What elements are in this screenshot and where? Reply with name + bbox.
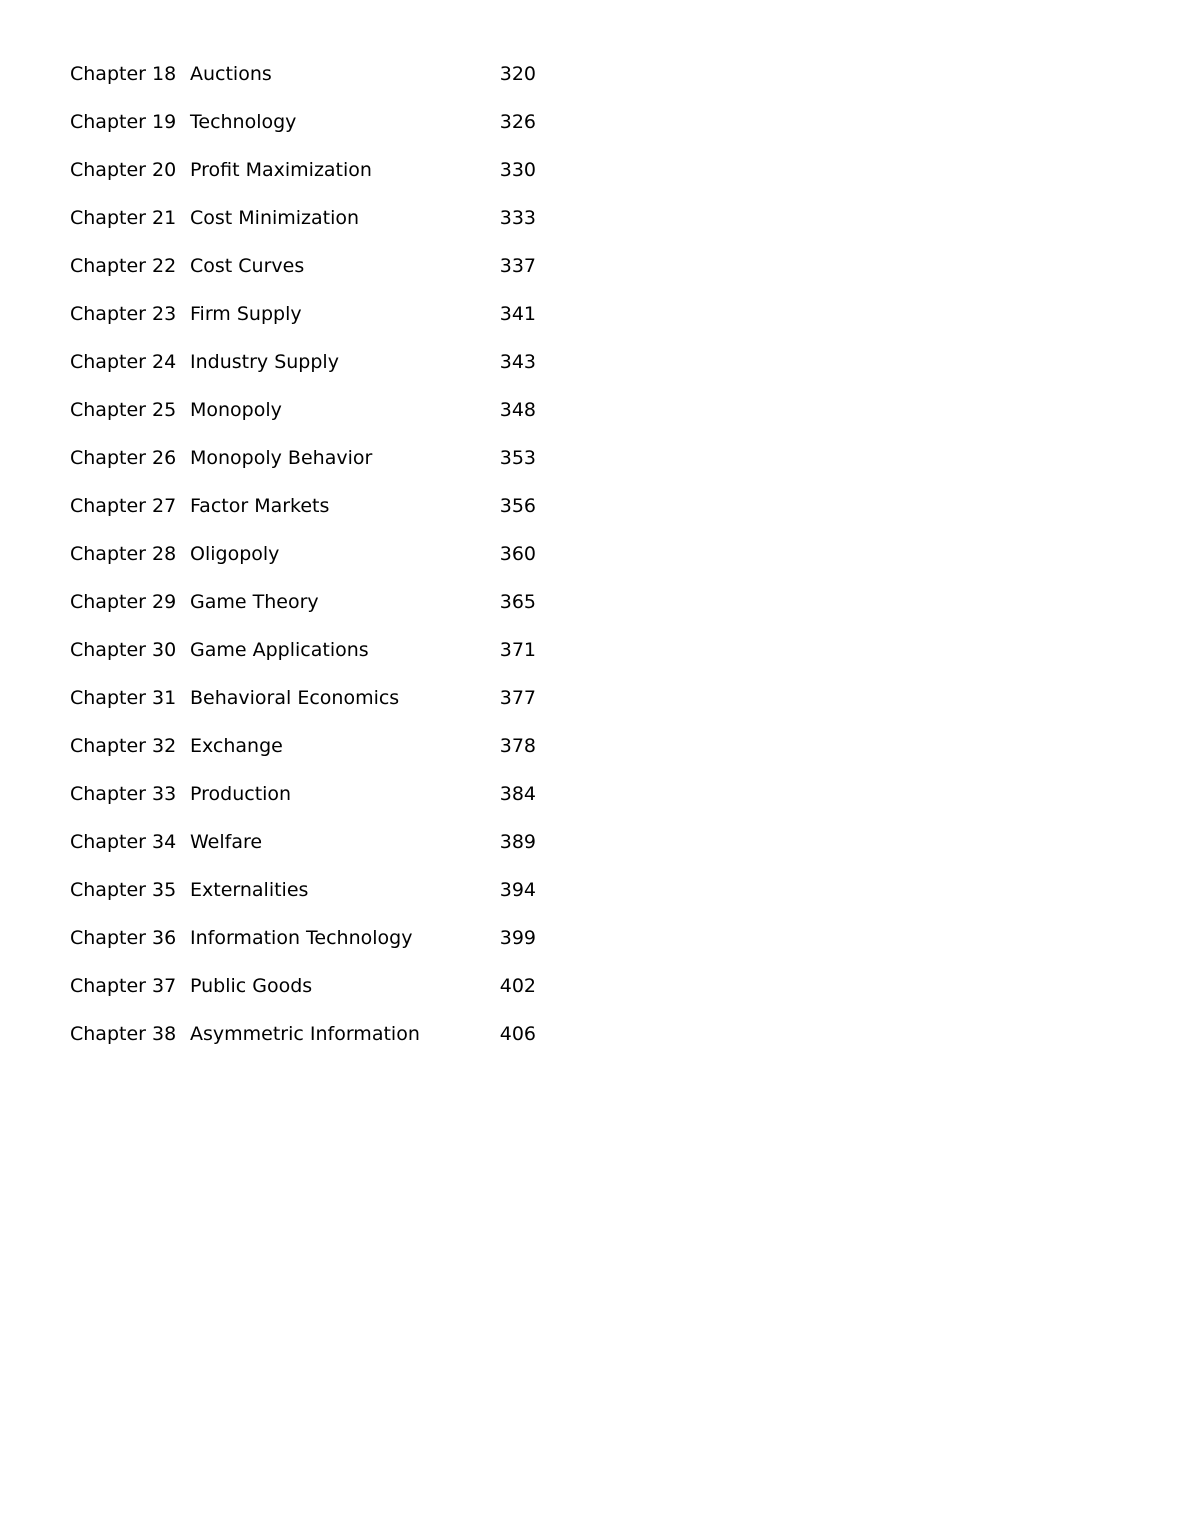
toc-chapter-number: Chapter 33 xyxy=(70,783,177,805)
toc-page-number: 406 xyxy=(499,1023,536,1045)
toc-chapter-title: Production xyxy=(190,783,292,805)
toc-chapter-number: Chapter 21 xyxy=(70,207,177,229)
toc-chapter-title: Public Goods xyxy=(190,975,313,997)
toc-chapter-number: Chapter 38 xyxy=(70,1023,177,1045)
toc-chapter-number: Chapter 31 xyxy=(70,687,177,709)
toc-entry-chapter-29 xyxy=(70,586,550,634)
table-of-contents xyxy=(70,58,550,1066)
toc-entry-chapter-24 xyxy=(70,346,550,394)
toc-page-number: 377 xyxy=(499,687,536,709)
toc-chapter-title: Industry Supply xyxy=(190,351,339,373)
toc-entry-chapter-26 xyxy=(70,442,550,490)
toc-chapter-title: Oligopoly xyxy=(190,543,280,565)
toc-entry-chapter-27 xyxy=(70,490,550,538)
toc-entry-chapter-21 xyxy=(70,202,550,250)
toc-entry-chapter-37 xyxy=(70,970,550,1018)
toc-entry-chapter-35 xyxy=(70,874,550,922)
toc-page-number: 402 xyxy=(499,975,536,997)
toc-chapter-title: Game Theory xyxy=(190,591,319,613)
toc-chapter-title: Auctions xyxy=(190,63,272,85)
toc-page-number: 394 xyxy=(499,879,536,901)
toc-entry-chapter-20 xyxy=(70,154,550,202)
toc-entry-chapter-28 xyxy=(70,538,550,586)
toc-page-number: 333 xyxy=(499,207,536,229)
toc-chapter-number: Chapter 29 xyxy=(70,591,177,613)
toc-chapter-number: Chapter 18 xyxy=(70,63,177,85)
toc-entry-chapter-25 xyxy=(70,394,550,442)
toc-page-number: 389 xyxy=(499,831,536,853)
toc-entry-chapter-18 xyxy=(70,58,550,106)
toc-chapter-title: Cost Curves xyxy=(190,255,305,277)
toc-chapter-title: Exchange xyxy=(190,735,283,757)
toc-chapter-title: Behavioral Economics xyxy=(190,687,400,709)
toc-chapter-number: Chapter 24 xyxy=(70,351,177,373)
toc-page-number: 326 xyxy=(499,111,536,133)
toc-chapter-number: Chapter 32 xyxy=(70,735,177,757)
toc-chapter-number: Chapter 34 xyxy=(70,831,177,853)
toc-chapter-title: Technology xyxy=(190,111,297,133)
toc-chapter-title: Game Applications xyxy=(190,639,369,661)
toc-entry-chapter-38 xyxy=(70,1018,550,1066)
toc-page-number: 353 xyxy=(499,447,536,469)
toc-page-number: 360 xyxy=(499,543,536,565)
toc-entry-chapter-33 xyxy=(70,778,550,826)
toc-entry-chapter-30 xyxy=(70,634,550,682)
toc-chapter-number: Chapter 19 xyxy=(70,111,177,133)
toc-page-number: 330 xyxy=(499,159,536,181)
toc-page-number: 320 xyxy=(499,63,536,85)
toc-chapter-title: Monopoly xyxy=(190,399,282,421)
toc-chapter-number: Chapter 25 xyxy=(70,399,177,421)
toc-page-number: 348 xyxy=(499,399,536,421)
toc-page-number: 371 xyxy=(499,639,536,661)
toc-chapter-title: Externalities xyxy=(190,879,309,901)
toc-chapter-title: Cost Minimization xyxy=(190,207,360,229)
toc-chapter-number: Chapter 37 xyxy=(70,975,177,997)
toc-chapter-title: Information Technology xyxy=(190,927,413,949)
toc-page-number: 378 xyxy=(499,735,536,757)
toc-chapter-title: Welfare xyxy=(190,831,263,853)
toc-page-number: 365 xyxy=(499,591,536,613)
toc-chapter-number: Chapter 27 xyxy=(70,495,177,517)
toc-entry-chapter-23 xyxy=(70,298,550,346)
toc-page-number: 337 xyxy=(499,255,536,277)
toc-chapter-number: Chapter 35 xyxy=(70,879,177,901)
toc-chapter-number: Chapter 28 xyxy=(70,543,177,565)
toc-chapter-title: Asymmetric Information xyxy=(190,1023,420,1045)
toc-page-number: 384 xyxy=(499,783,536,805)
toc-chapter-number: Chapter 26 xyxy=(70,447,177,469)
toc-chapter-title: Profit Maximization xyxy=(190,159,372,181)
toc-chapter-number: Chapter 36 xyxy=(70,927,177,949)
toc-chapter-number: Chapter 23 xyxy=(70,303,177,325)
toc-chapter-title: Monopoly Behavior xyxy=(190,447,373,469)
toc-chapter-number: Chapter 30 xyxy=(70,639,177,661)
toc-page-number: 343 xyxy=(499,351,536,373)
toc-page-number: 399 xyxy=(499,927,536,949)
toc-entry-chapter-19 xyxy=(70,106,550,154)
toc-entry-chapter-32 xyxy=(70,730,550,778)
toc-chapter-title: Firm Supply xyxy=(190,303,302,325)
toc-entry-chapter-34 xyxy=(70,826,550,874)
toc-page-number: 356 xyxy=(499,495,536,517)
toc-chapter-number: Chapter 22 xyxy=(70,255,177,277)
toc-page-number: 341 xyxy=(499,303,536,325)
toc-chapter-title: Factor Markets xyxy=(190,495,330,517)
toc-entry-chapter-36 xyxy=(70,922,550,970)
toc-chapter-number: Chapter 20 xyxy=(70,159,177,181)
toc-entry-chapter-22 xyxy=(70,250,550,298)
toc-entry-chapter-31 xyxy=(70,682,550,730)
